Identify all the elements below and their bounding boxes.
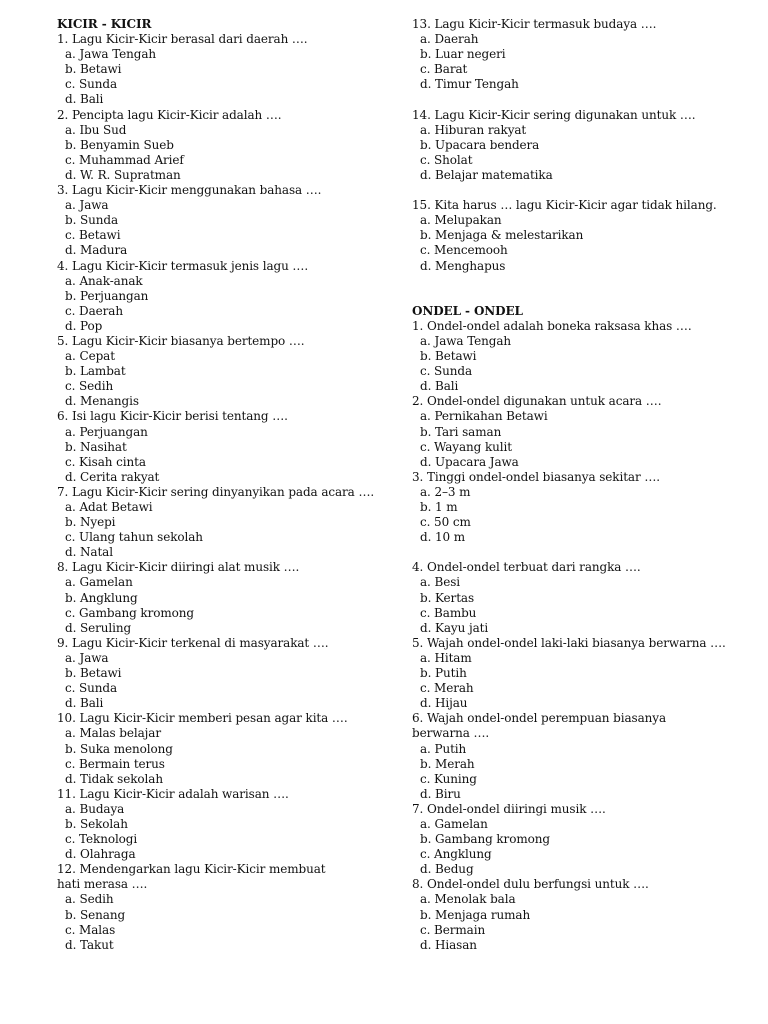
spacer — [412, 183, 742, 198]
question-item — [412, 319, 742, 394]
spacer — [412, 274, 742, 289]
answer-option: c. Wayang kulit — [420, 439, 512, 454]
question-item — [57, 485, 387, 560]
question-text: 15. Kita harus … lagu Kicir-Kicir agar tidak hilang. — [412, 198, 717, 213]
kicir-questions-part-2 — [412, 17, 742, 274]
answer-option: a. Besi — [420, 575, 460, 590]
answer-option: a. Hiburan rakyat — [420, 122, 527, 137]
question-item — [57, 32, 387, 107]
answer-option: d. Menangis — [65, 394, 139, 409]
answer-option: b. Perjuangan — [65, 288, 149, 303]
answer-option: b. 1 m — [420, 500, 458, 514]
answer-option: a. Sedih — [65, 892, 114, 907]
answer-option: b. Nyepi — [65, 515, 116, 530]
answer-option: d. Bali — [65, 696, 104, 711]
question-text: 7. Lagu Kicir-Kicir sering dinyanyikan pada acara …. — [57, 484, 375, 499]
question-item — [412, 802, 742, 877]
answer-option: c. Angklung — [420, 847, 492, 862]
answer-option: c. 50 cm — [420, 515, 471, 530]
question-text: 1. Lagu Kicir-Kicir berasal dari daerah …. — [57, 32, 308, 47]
question-item — [412, 711, 742, 802]
question-item — [412, 636, 742, 711]
spacer — [412, 545, 742, 560]
answer-option: b. Nasihat — [65, 439, 127, 454]
answer-option: a. Cepat — [65, 349, 115, 364]
question-text: 5. Wajah ondel-ondel laki-laki biasanya berwarna …. — [412, 635, 726, 650]
answer-option: a. Menolak bala — [420, 892, 516, 907]
question-text: 7. Ondel-ondel diiringi musik …. — [412, 801, 606, 816]
right-column — [412, 17, 742, 953]
question-item — [57, 636, 387, 711]
question-item — [412, 198, 742, 273]
question-text: 8. Ondel-ondel dulu berfungsi untuk …. — [412, 877, 649, 892]
answer-option: c. Muhammad Arief — [65, 152, 184, 167]
answer-option: c. Bermain — [420, 922, 486, 937]
answer-option: d. Madura — [65, 243, 128, 258]
question-text: 5. Lagu Kicir-Kicir biasanya bertempo …. — [57, 333, 305, 348]
answer-option: b. Gambang kromong — [420, 832, 550, 847]
answer-option: b. Angklung — [65, 590, 138, 605]
answer-option: b. Sekolah — [65, 816, 128, 831]
answer-option: a. Budaya — [65, 801, 125, 816]
answer-option: b. Betawi — [420, 349, 477, 364]
question-item — [412, 17, 742, 92]
answer-option: d. Belajar matematika — [420, 167, 553, 182]
answer-option: d. Upacara Jawa — [420, 454, 519, 469]
answer-option: a. 2–3 m — [420, 484, 471, 499]
question-item — [57, 108, 387, 183]
answer-option: b. Luar negeri — [420, 47, 506, 62]
question-text: 11. Lagu Kicir-Kicir adalah warisan …. — [57, 786, 289, 801]
kicir-questions-part-1 — [57, 32, 387, 953]
answer-option: b. Betawi — [65, 666, 122, 681]
answer-option: d. Timur Tengah — [420, 77, 519, 92]
question-item — [57, 862, 387, 953]
answer-option: a. Gamelan — [65, 575, 133, 590]
question-item — [57, 183, 387, 258]
answer-option: c. Sunda — [65, 77, 118, 92]
question-item — [57, 409, 387, 484]
answer-option: a. Jawa Tengah — [420, 333, 512, 348]
question-text: 10. Lagu Kicir-Kicir memberi pesan agar kita …. — [57, 711, 348, 726]
answer-option: d. Seruling — [65, 620, 132, 635]
answer-option: b. Menjaga & melestarikan — [420, 228, 584, 243]
question-item — [412, 560, 742, 635]
answer-option: c. Daerah — [65, 303, 123, 318]
spacer — [412, 289, 742, 304]
answer-option: c. Bermain terus — [65, 756, 165, 771]
question-text: 1. Ondel-ondel adalah boneka raksasa khas …. — [412, 318, 692, 333]
answer-option: d. Takut — [65, 937, 114, 952]
answer-option: b. Putih — [420, 666, 467, 681]
question-item — [57, 560, 387, 635]
question-item — [412, 877, 742, 952]
question-item — [412, 394, 742, 469]
answer-option: a. Gamelan — [420, 816, 488, 831]
question-text: 8. Lagu Kicir-Kicir diiringi alat musik …. — [57, 560, 300, 575]
answer-option: d. W. R. Supratman — [65, 167, 181, 182]
answer-option: a. Ibu Sud — [65, 122, 127, 137]
answer-option: b. Menjaga rumah — [420, 907, 531, 922]
answer-option: a. Malas belajar — [65, 726, 161, 741]
answer-option: a. Jawa — [65, 650, 109, 665]
answer-option: d. Bali — [65, 92, 104, 107]
answer-option: c. Malas — [65, 922, 116, 937]
question-item — [412, 108, 742, 183]
answer-option: d. Bedug — [420, 862, 474, 877]
answer-option: c. Kisah cinta — [65, 454, 146, 469]
answer-option: d. Olahraga — [65, 847, 136, 862]
answer-option: d. Bali — [420, 379, 459, 394]
answer-option: c. Barat — [420, 62, 468, 77]
answer-option: c. Mencemooh — [420, 243, 508, 258]
question-text: 3. Lagu Kicir-Kicir menggunakan bahasa …. — [57, 183, 322, 198]
question-text: 2. Pencipta lagu Kicir-Kicir adalah …. — [57, 107, 282, 122]
answer-option: d. Hiasan — [420, 937, 477, 952]
question-item — [412, 470, 742, 545]
answer-option: a. Jawa — [65, 198, 109, 213]
answer-option: b. Kertas — [420, 590, 475, 605]
answer-option: d. Cerita rakyat — [65, 469, 160, 484]
question-item — [57, 334, 387, 409]
answer-option: d. Tidak sekolah — [65, 771, 163, 786]
answer-option: b. Merah — [420, 756, 475, 771]
answer-option: d. Biru — [420, 786, 461, 801]
section-title-kicir: KICIR - KICIR — [57, 17, 152, 31]
question-text: 3. Tinggi ondel-ondel biasanya sekitar …. — [412, 469, 660, 484]
answer-option: c. Ulang tahun sekolah — [65, 530, 203, 545]
spacer — [412, 92, 742, 107]
question-text: 13. Lagu Kicir-Kicir termasuk budaya …. — [412, 17, 657, 31]
question-item — [57, 787, 387, 862]
answer-option: d. Hijau — [420, 696, 468, 711]
answer-option: c. Betawi — [65, 228, 121, 243]
answer-option: a. Adat Betawi — [65, 500, 153, 514]
section-title-ondel: ONDEL - ONDEL — [412, 303, 523, 318]
answer-option: b. Lambat — [65, 364, 126, 379]
question-item — [57, 711, 387, 786]
answer-option: c. Kuning — [420, 771, 477, 786]
answer-option: b. Suka menolong — [65, 741, 173, 756]
answer-option: b. Sunda — [65, 213, 119, 228]
answer-option: a. Perjuangan — [65, 424, 148, 439]
answer-option: c. Merah — [420, 681, 474, 696]
answer-option: c. Sunda — [420, 364, 473, 379]
question-text: 6. Isi lagu Kicir-Kicir berisi tentang …. — [57, 409, 288, 424]
question-text: 4. Lagu Kicir-Kicir termasuk jenis lagu …. — [57, 258, 309, 273]
answer-option: d. 10 m — [420, 530, 466, 545]
answer-option: c. Bambu — [420, 605, 477, 620]
answer-option: a. Pernikahan Betawi — [420, 409, 548, 424]
answer-option: c. Teknologi — [65, 832, 138, 847]
question-item — [57, 259, 387, 334]
question-text: 12. Mendengarkan lagu Kicir-Kicir membuat hati merasa …. — [57, 862, 326, 892]
answer-option: b. Senang — [65, 907, 126, 922]
answer-option: a. Hitam — [420, 650, 472, 665]
answer-option: a. Jawa Tengah — [65, 47, 157, 62]
question-text: 4. Ondel-ondel terbuat dari rangka …. — [412, 560, 641, 575]
answer-option: b. Tari saman — [420, 424, 502, 439]
left-column — [57, 17, 387, 953]
answer-option: a. Melupakan — [420, 213, 502, 228]
question-text: 6. Wajah ondel-ondel perempuan biasanya berwarna …. — [412, 711, 667, 741]
answer-option: c. Sunda — [65, 681, 118, 696]
answer-option: d. Pop — [65, 318, 103, 333]
answer-option: d. Menghapus — [420, 258, 506, 273]
answer-option: b. Benyamin Sueb — [65, 137, 174, 152]
answer-option: a. Anak-anak — [65, 273, 143, 288]
answer-option: c. Sedih — [65, 379, 114, 394]
ondel-questions — [412, 319, 742, 953]
answer-option: a. Putih — [420, 741, 467, 756]
question-text: 9. Lagu Kicir-Kicir terkenal di masyarakat …. — [57, 635, 329, 650]
answer-option: d. Kayu jati — [420, 620, 489, 635]
question-text: 2. Ondel-ondel digunakan untuk acara …. — [412, 394, 662, 409]
answer-option: c. Sholat — [420, 152, 473, 167]
answer-option: b. Upacara bendera — [420, 137, 540, 152]
question-text: 14. Lagu Kicir-Kicir sering digunakan untuk …. — [412, 107, 696, 122]
answer-option: c. Gambang kromong — [65, 605, 194, 620]
answer-option: b. Betawi — [65, 62, 122, 77]
answer-option: a. Daerah — [420, 32, 479, 47]
answer-option: d. Natal — [65, 545, 113, 560]
